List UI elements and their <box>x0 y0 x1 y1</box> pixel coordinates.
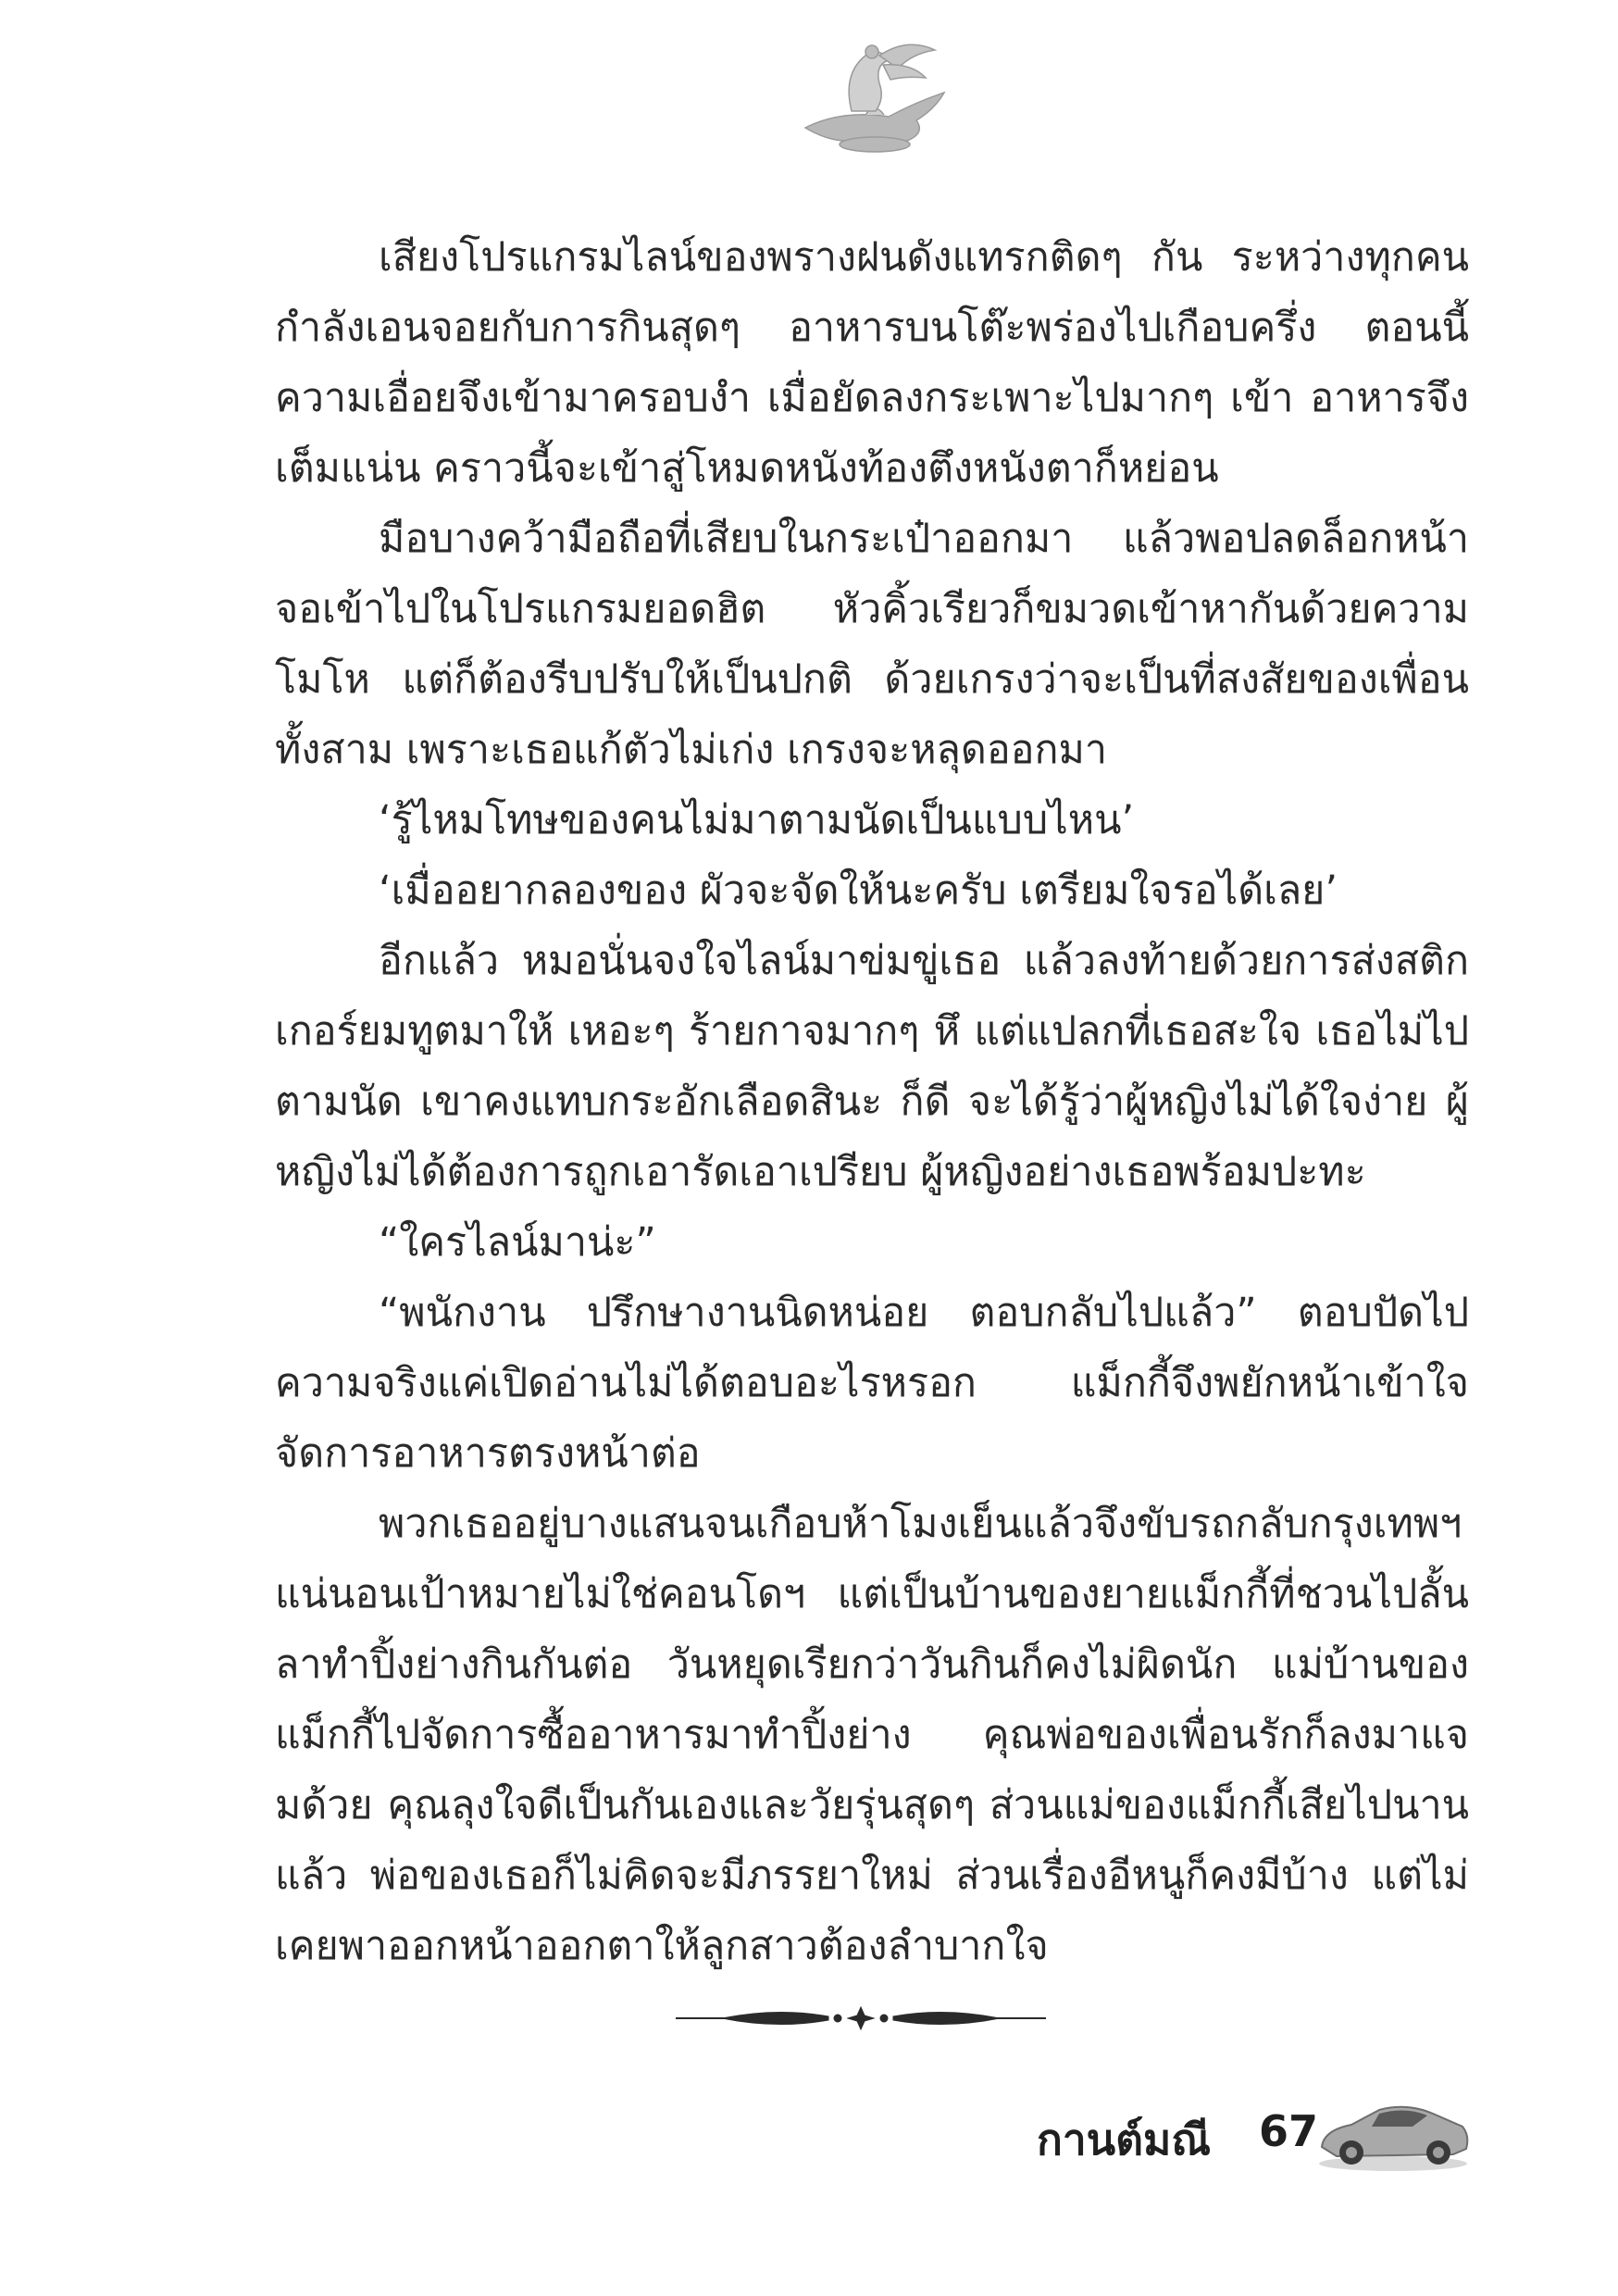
page-footer <box>1037 2088 1481 2180</box>
page-number: 67 <box>1259 2106 1319 2156</box>
sports-car-icon <box>1314 2088 1472 2177</box>
paragraph: “พนักงาน ปรึกษางานนิดหน่อย ตอบกลับไปแล้ว” ตอบปัดไป ความจริงแค่เปิดอ่านไม่ได้ตอบอะไรหรอก แม็กกี้จึงพยักหน้าเข้าใจ จัดการอาหารตรงหน้าต่อ <box>275 1290 1469 1477</box>
paragraph: “ใครไลน์มาน่ะ” <box>379 1219 656 1266</box>
paragraph: มือบางคว้ามือถือที่เสียบในกระเป๋าออกมา แล้วพอปลดล็อกหน้าจอเข้าไปในโปรแกรมยอดฮิต หัวคิ้วเรียวก็ขมวดเข้าหากันด้วยความโมโห แต่ก็ต้องรีบปรับให้เป็นปกติ ด้วยเกรงว่าจะเป็นที่สงสัยของเพื่อนทั้งสาม เพราะเธอแก้ตัวไม่เก่ง เกรงจะหลุดออกมา <box>275 516 1469 773</box>
genie-lamp-ornament-icon <box>787 37 963 157</box>
body-text <box>275 222 1469 1981</box>
paragraph: เสียงโปรแกรมไลน์ของพรางฝนดังแทรกติดๆ กัน ระหว่างทุกคนกำลังเอนจอยกับการกินสุดๆ อาหารบนโต๊ะพร่องไปเกือบครึ่ง ตอนนี้ความเอื่อยจึงเข้ามาครอบงำ เมื่อยัดลงกระเพาะไปมากๆ เข้า อาหารจึงเต็มแน่น คราวนี้จะเข้าสู่โหมดหนังท้องตึงหนังตาก็หย่อน <box>275 234 1469 492</box>
ornamental-divider-icon <box>666 2000 1055 2037</box>
paragraph: ‘เมื่ออยากลองของ ผัวจะจัดให้นะครับ เตรียมใจรอได้เลย’ <box>379 867 1338 914</box>
paragraph: ‘รู้ไหมโทษของคนไม่มาตามนัดเป็นแบบไหน’ <box>379 797 1135 843</box>
paragraph: พวกเธออยู่บางแสนจนเกือบห้าโมงเย็นแล้วจึงขับรถกลับกรุงเทพฯ แน่นอนเป้าหมายไม่ใช่คอนโดฯ แต่เป็นบ้านของยายแม็กกี้ที่ชวนไปลั้นลาทำปิ้งย่างกินกันต่อ วันหยุดเรียกว่าวันกินก็คงไม่ผิดนัก แม่บ้านของแม็กกี้ไปจัดการซื้ออาหารมาทำปิ้งย่าง คุณพ่อของเพื่อนรักก็ลงมาแจมด้วย คุณลุงใจดีเป็นกันเองและวัยรุ่นสุดๆ ส่วนแม่ของแม็กกี้เสียไปนานแล้ว พ่อของเธอก็ไม่คิดจะมีภรรยาใหม่ ส่วนเรื่องอีหนูก็คงมีบ้าง แต่ไม่เคยพาออกหน้าออกตาให้ลูกสาวต้องลำบากใจ <box>275 1501 1469 1969</box>
author-name: กานต์มณี <box>1037 2115 1211 2165</box>
paragraph: อีกแล้ว หมอนั่นจงใจไลน์มาข่มขู่เธอ แล้วลงท้ายด้วยการส่งสติกเกอร์ยมทูตมาให้ เหอะๆ ร้ายกาจมากๆ หึ แต่แปลกที่เธอสะใจ เธอไม่ไปตามนัด เขาคงแทบกระอักเลือดสินะ ก็ดี จะได้รู้ว่าผู้หญิงไม่ได้ใจง่าย ผู้หญิงไม่ได้ต้องการถูกเอารัดเอาเปรียบ ผู้หญิงอย่างเธอพร้อมปะทะ <box>275 938 1469 1195</box>
